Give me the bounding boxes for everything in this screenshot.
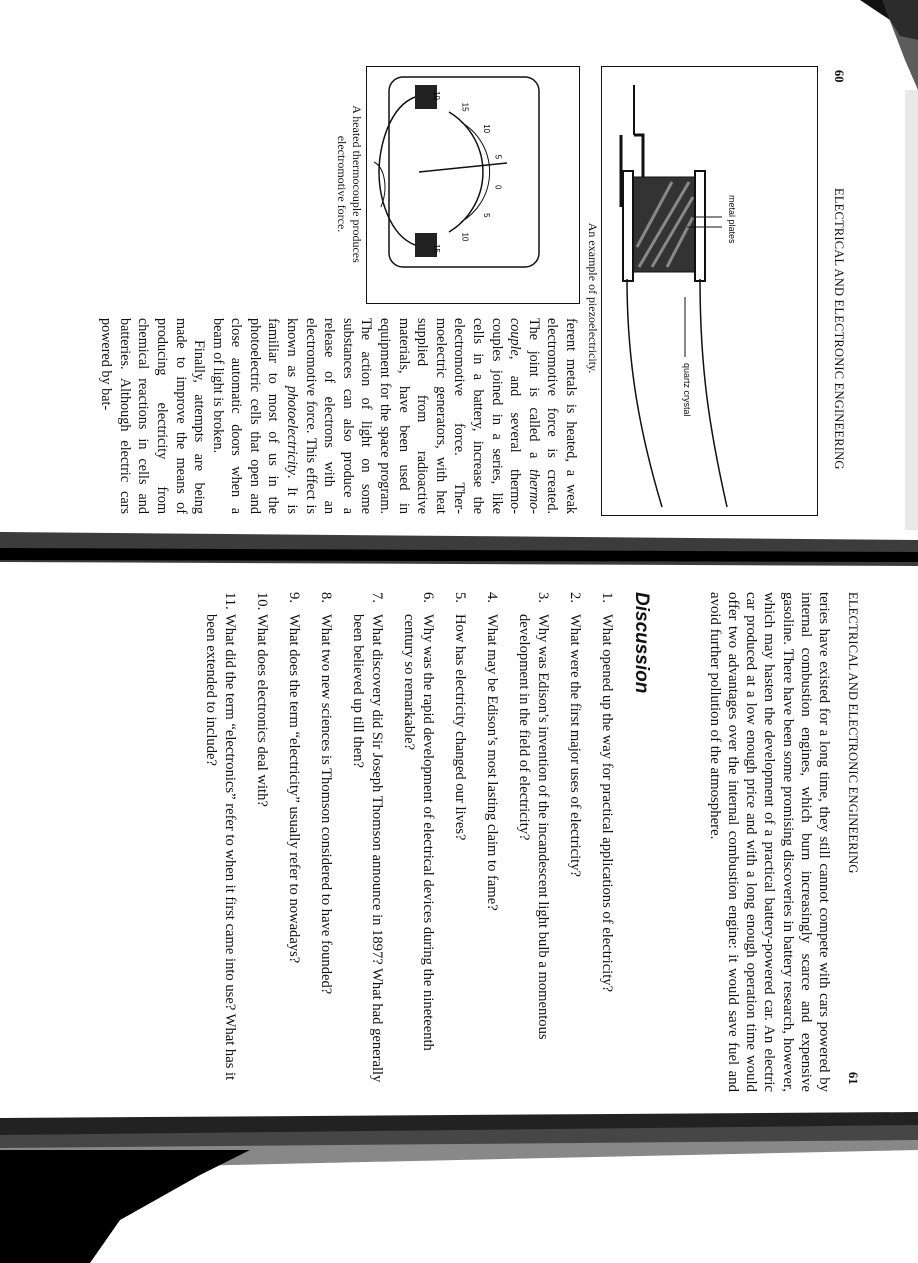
right-running-head: ELECTRICAL AND ELECTRONIC ENGINEERING [846,592,860,874]
question-number: 10. [254,592,270,611]
question-text: Why was Edison’s invention of the incandescent light bulb a momentous development in the field of electricity? [516,614,551,1040]
question-text: What does electronics deal with? [254,614,270,807]
thermo-figure [366,66,580,304]
question-number: 2. [567,592,583,603]
left-page-number: 60 [832,70,846,83]
left-page [58,18,848,518]
continuation-text: teries have existed for a long time, they still cannot compete with cars powered by internal combustion engines, which burn increasingly scarce and expensive gasoline. There have been some promising discoveries in battery research, however, which may hasten the development of a practical battery-powered car. An electric car produced at a low enough price and with a long enough operation time would offer two advantages over the internal combustion engine: it would save fuel and avoid further pollution of the atmosphere. [706,592,832,1092]
question-text: How has electricity changed our lives? [452,614,468,841]
thermo-caption-line1: A heated thermocouple produces [350,105,364,263]
meter-scale-label: 5 [493,154,503,160]
right-page [48,592,860,1092]
meter-scale-label: 0 [493,184,503,190]
question-item [565,592,584,1092]
thermo-caption-line2: electromotive force. [335,135,349,233]
question-text: What may be Edison’s most lasting claim to fame? [484,614,500,911]
question-number: 11. [222,592,238,610]
left-running-head: ELECTRICAL AND ELECTRONIC ENGINEERING [832,188,846,470]
left-text-column [97,318,580,514]
question-item [316,592,335,1092]
question-number: 9. [286,592,302,603]
meter-scale-label: 15 [432,244,442,253]
piezo-caption: An example of piezoelectricity. [586,222,600,374]
questions-list [188,592,616,1092]
wire [627,279,662,507]
galvanometer-illustration [367,67,579,303]
question-item [482,592,501,1092]
question-text: What does the term “electricity” usually refer to nowadays? [286,614,302,964]
question-item [201,592,239,1092]
meter-scale-label: 10 [432,91,442,100]
question-item [514,592,552,1092]
question-text: What two new sciences is Thomson considered to have founded? [318,614,334,995]
piezo-figure [601,66,818,516]
question-number: 6. [420,592,436,603]
label-quartz-crystal: quartz crystal [682,363,692,417]
question-item [284,592,303,1092]
question-text: What opened up the way for practical applications of electricity? [599,614,615,993]
paragraph: ferent metals is heated, a weak electromotive force is created. The joint is called a thermocouple, and several thermocouples joined in a series, like cells in a battery, increase the electromotive force. Thermoelectric generators, with heat supplied from radioactive materials, have been used in equipment for the space program. The action of light on some substances can also produce a release of electrons with an electromotive force. This effect is known as photoelectricity. It is familiar to most of us in the photoelectric cells that open and close automatic doors when a beam of light is broken. [209,318,579,514]
question-text: What were the first major uses of electricity? [567,614,583,877]
wire [700,279,727,507]
question-number: 1. [599,592,615,603]
meter-scale-label: 10 [481,124,491,134]
piezo-illustration [602,67,817,515]
meter-scale-label: 10 [460,232,470,242]
discussion-heading: Discussion [631,592,652,694]
paragraph: Finally, attempts are being made to improve the means of producing electricity from chemical reactions in cells and batteries. Although electric cars powered by bat- [98,318,208,514]
question-item [399,592,437,1092]
question-number: 7. [369,592,385,603]
question-number: 5. [452,592,468,603]
question-item [450,592,469,1092]
label-metal-plates: metal plates [727,195,737,244]
question-item [252,592,271,1092]
question-number: 3. [535,592,551,603]
question-item [597,592,616,1092]
question-number: 8. [318,592,334,603]
meter-scale-label: 5 [481,213,491,218]
right-page-number: 61 [846,1072,860,1085]
question-text: What did the term “electronics” refer to when it first came into use? What has it been extended to include? [203,614,238,1081]
question-number: 4. [484,592,500,603]
question-item [348,592,386,1092]
thermo-caption [334,66,364,302]
meter-scale-label: 15 [460,102,470,112]
question-text: Why was the rapid development of electrical devices during the nineteenth century so remarkable? [401,614,436,1051]
question-text: What discovery did Sir Joseph Thomson announce in 1897? What had generally been believed up till then? [350,614,385,1083]
